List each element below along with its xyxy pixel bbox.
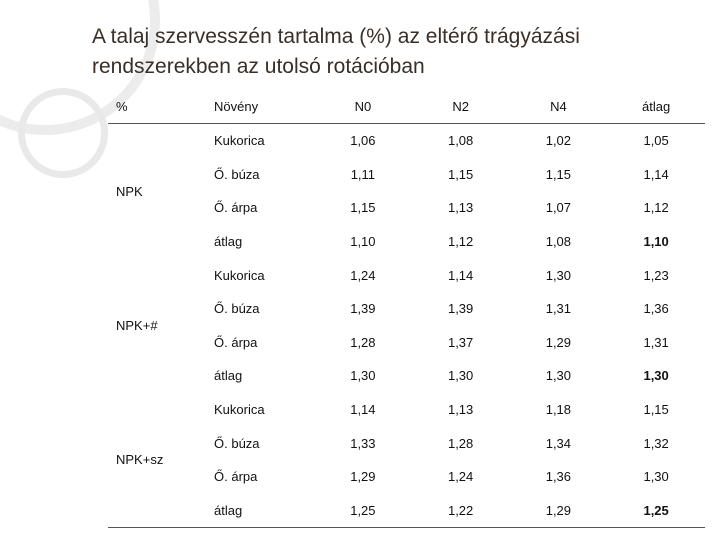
value-cell: 1,28 <box>350 334 376 350</box>
value-cell: 1,05 <box>643 133 669 149</box>
group-label: NPK <box>116 183 143 199</box>
group-label: NPK+sz <box>116 452 164 468</box>
value-cell: 1,29 <box>350 469 376 485</box>
plant-cell: Ő. búza <box>214 166 260 182</box>
plant-cell: átlag <box>214 502 243 518</box>
value-cell: 1,30 <box>447 368 474 384</box>
value-cell: 1,08 <box>545 234 572 250</box>
value-cell: 1,37 <box>447 334 474 350</box>
value-cell: 1,15 <box>447 166 474 182</box>
value-cell: 1,22 <box>447 502 474 518</box>
plant-cell: Kukorica <box>214 133 265 149</box>
value-cell: 1,28 <box>447 435 474 451</box>
value-cell: 1,15 <box>350 200 376 216</box>
value-cell: 1,12 <box>643 200 669 216</box>
value-cell: 1,30 <box>545 267 572 283</box>
plant-cell: Ő. árpa <box>214 469 258 485</box>
value-cell: 1,29 <box>545 502 572 518</box>
group-label: NPK+# <box>116 318 158 334</box>
value-cell: 1,30 <box>350 368 376 384</box>
value-cell: 1,36 <box>643 301 669 317</box>
value-cell: 1,14 <box>350 402 376 418</box>
slide-title <box>92 22 702 82</box>
overall-average-cell: 1,25 <box>643 502 669 518</box>
value-cell: 1,14 <box>447 267 474 283</box>
value-cell: 1,32 <box>643 435 669 451</box>
overall-average-cell: 1,30 <box>643 368 669 384</box>
value-cell: 1,12 <box>447 234 474 250</box>
plant-cell: Ő. árpa <box>214 200 258 216</box>
value-cell: 1,15 <box>545 166 572 182</box>
header-plant: Növény <box>214 98 259 114</box>
header-percent: % <box>116 98 128 114</box>
value-cell: 1,15 <box>643 402 669 418</box>
value-cell: 1,13 <box>447 402 474 418</box>
value-cell: 1,34 <box>545 435 572 451</box>
decorative-circle-small <box>18 88 108 178</box>
value-cell: 1,10 <box>350 234 376 250</box>
value-cell: 1,24 <box>447 469 474 485</box>
table-header-row <box>108 89 705 124</box>
plant-cell: átlag <box>214 234 243 250</box>
value-cell: 1,36 <box>545 469 572 485</box>
value-cell: 1,24 <box>350 267 376 283</box>
table-row <box>108 258 705 292</box>
value-cell: 1,13 <box>447 200 474 216</box>
slide-title-line-1: A talaj szervesszén tartalma (%) az eltérő trágyázási <box>92 25 580 48</box>
value-cell: 1,14 <box>643 166 669 182</box>
header-n0: N0 <box>354 98 372 114</box>
plant-cell: átlag <box>214 368 243 384</box>
soil-carbon-table <box>108 89 705 528</box>
overall-average-cell: 1,10 <box>643 234 669 250</box>
slide-title-line-2: rendszerekben az utolsó rotációban <box>92 55 425 78</box>
value-cell: 1,11 <box>350 166 376 182</box>
header-n4: N4 <box>550 98 567 114</box>
plant-cell: Kukorica <box>214 402 265 418</box>
header-n2: N2 <box>452 98 469 114</box>
table-header <box>108 89 705 124</box>
table-row <box>108 393 705 427</box>
table-row <box>108 124 705 158</box>
value-cell: 1,08 <box>447 133 474 149</box>
value-cell: 1,29 <box>545 334 572 350</box>
plant-cell: Ő. árpa <box>214 334 258 350</box>
value-cell: 1,07 <box>545 200 572 216</box>
value-cell: 1,30 <box>643 469 669 485</box>
header-average: átlag <box>642 98 671 114</box>
value-cell: 1,39 <box>350 301 376 317</box>
value-cell: 1,18 <box>545 402 572 418</box>
value-cell: 1,39 <box>447 301 474 317</box>
value-cell: 1,06 <box>350 133 376 149</box>
value-cell: 1,25 <box>350 502 376 518</box>
plant-cell: Kukorica <box>214 267 265 283</box>
plant-cell: Ő. búza <box>214 301 260 317</box>
plant-cell: Ő. búza <box>214 435 260 451</box>
value-cell: 1,31 <box>643 334 669 350</box>
value-cell: 1,30 <box>545 368 572 384</box>
value-cell: 1,33 <box>350 435 376 451</box>
value-cell: 1,31 <box>545 301 572 317</box>
value-cell: 1,02 <box>545 133 572 149</box>
table-body <box>108 124 705 528</box>
value-cell: 1,23 <box>643 267 669 283</box>
